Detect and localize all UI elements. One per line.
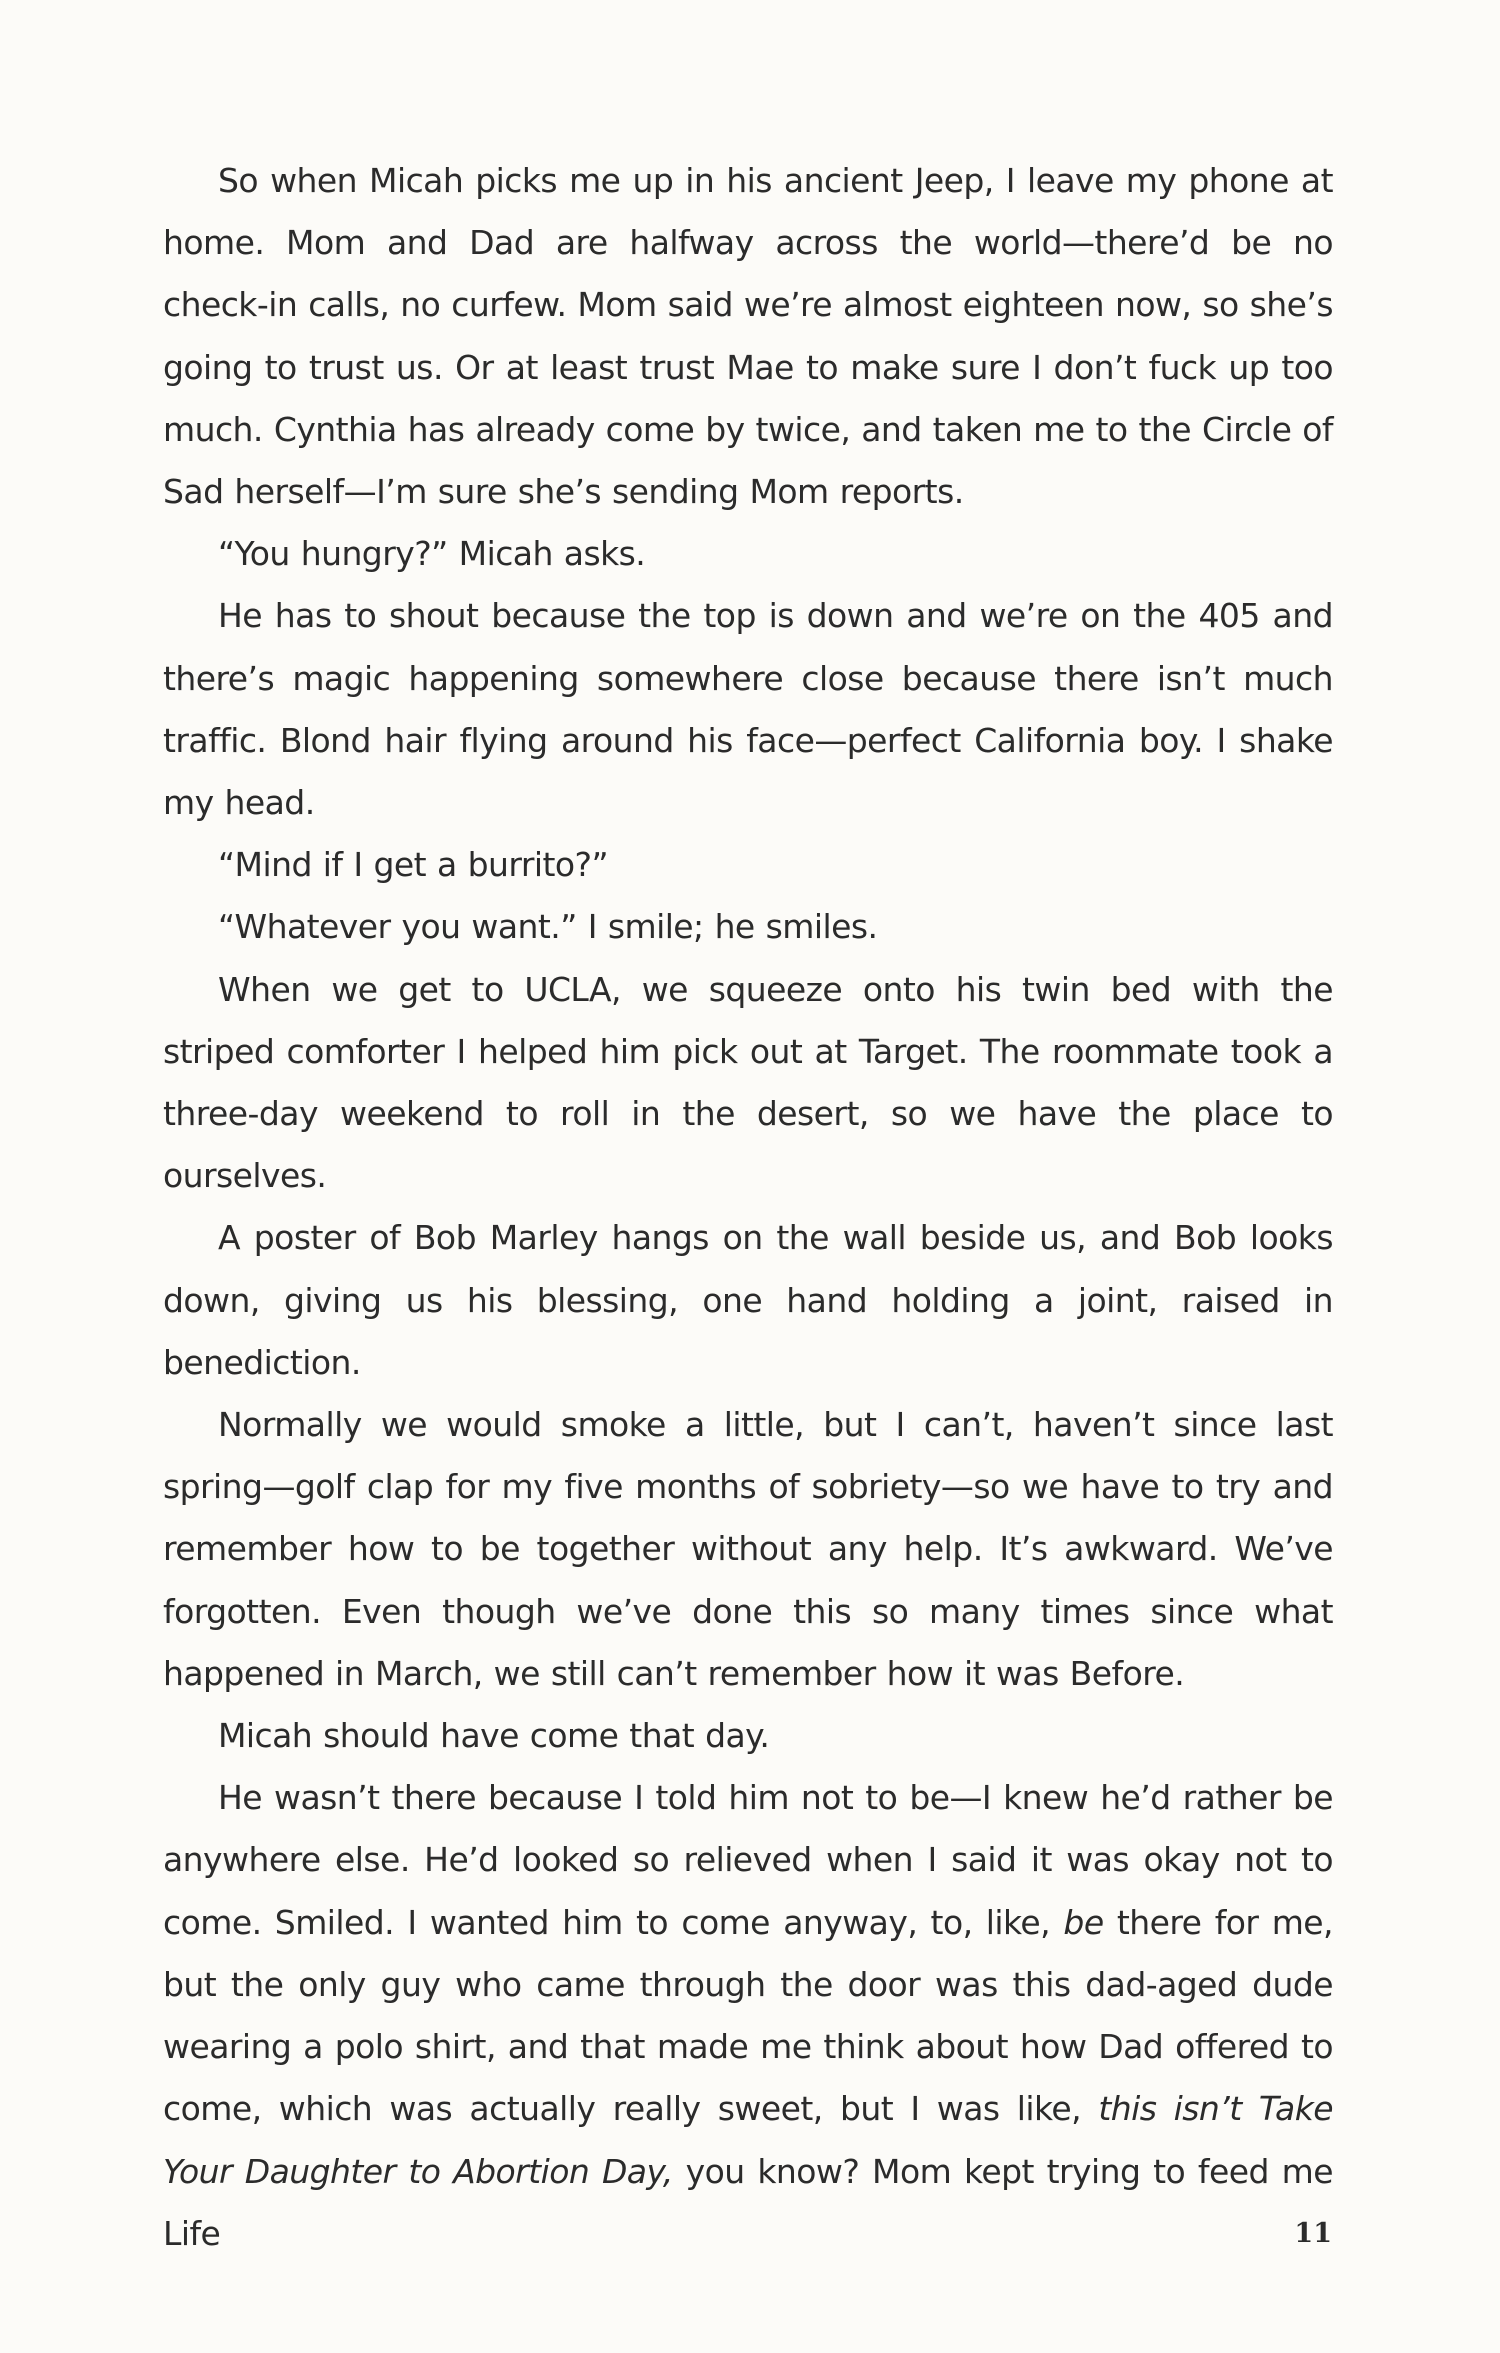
paragraph: A poster of Bob Marley hangs on the wall beside us, and Bob looks down, giving us his blessing, one hand holding a joint, raised in benediction. <box>163 1218 1333 1382</box>
paragraph: Micah should have come that day. <box>218 1716 770 1756</box>
page-number: 11 <box>1294 2218 1332 2249</box>
paragraph: He has to shout because the top is down and we’re on the 405 and there’s magic happening somewhere close because there isn’t much traffic. Blond hair flying around his face—perfect California boy. I shake my head. <box>163 596 1333 823</box>
paragraph: When we get to UCLA, we squeeze onto his twin bed with the striped comforter I helped him pick out at Target. The roommate took a three-day weekend to roll in the desert, so we have the place to ourselves. <box>163 969 1333 1196</box>
paragraph: “Mind if I get a burrito?” <box>218 845 609 885</box>
italic-run: this isn’t Take Your Daughter to Abortion Day, <box>163 2089 1334 2191</box>
italic-run: be <box>1063 1902 1104 1942</box>
text-run: there for me, but the only guy who came through the door was this dad-aged dude wearing a polo shirt, and that made me think about how Dad offered to come, which was actually really sweet, but I was like, <box>163 1902 1333 2129</box>
paragraph: “Whatever you want.” I smile; he smiles. <box>218 907 878 947</box>
paragraph-last <box>163 1767 1333 2265</box>
text-run: He wasn’t there because I told him not to be—I knew he’d rather be anywhere else. He’d looked so relieved when I said it was okay not to come. Smiled. I wanted him to come anyway, to, like, <box>163 1778 1333 1942</box>
text-run: you know? Mom kept trying to feed me Life <box>163 2151 1334 2253</box>
paragraph: “You hungry?” Micah asks. <box>218 534 646 574</box>
paragraph: Normally we would smoke a little, but I can’t, haven’t since last spring—golf clap for my five months of sobriety—so we have to try and remember how to be together without any help. It’s awkward. We’ve forgotten. Even though we’ve done this so many times since what happened in March, we still can’t remember how it was Before. <box>163 1405 1333 1693</box>
paragraph: So when Micah picks me up in his ancient Jeep, I leave my phone at home. Mom and Dad are halfway across the world—there’d be no check-in calls, no curfew. Mom said we’re almost eighteen now, so she’s going to trust us. Or at least trust Mae to make sure I don’t fuck up too much. Cynthia has already come by twice, and taken me to the Circle of Sad herself—I’m sure she’s sending Mom reports. <box>163 161 1333 512</box>
body-text <box>163 150 1333 2265</box>
